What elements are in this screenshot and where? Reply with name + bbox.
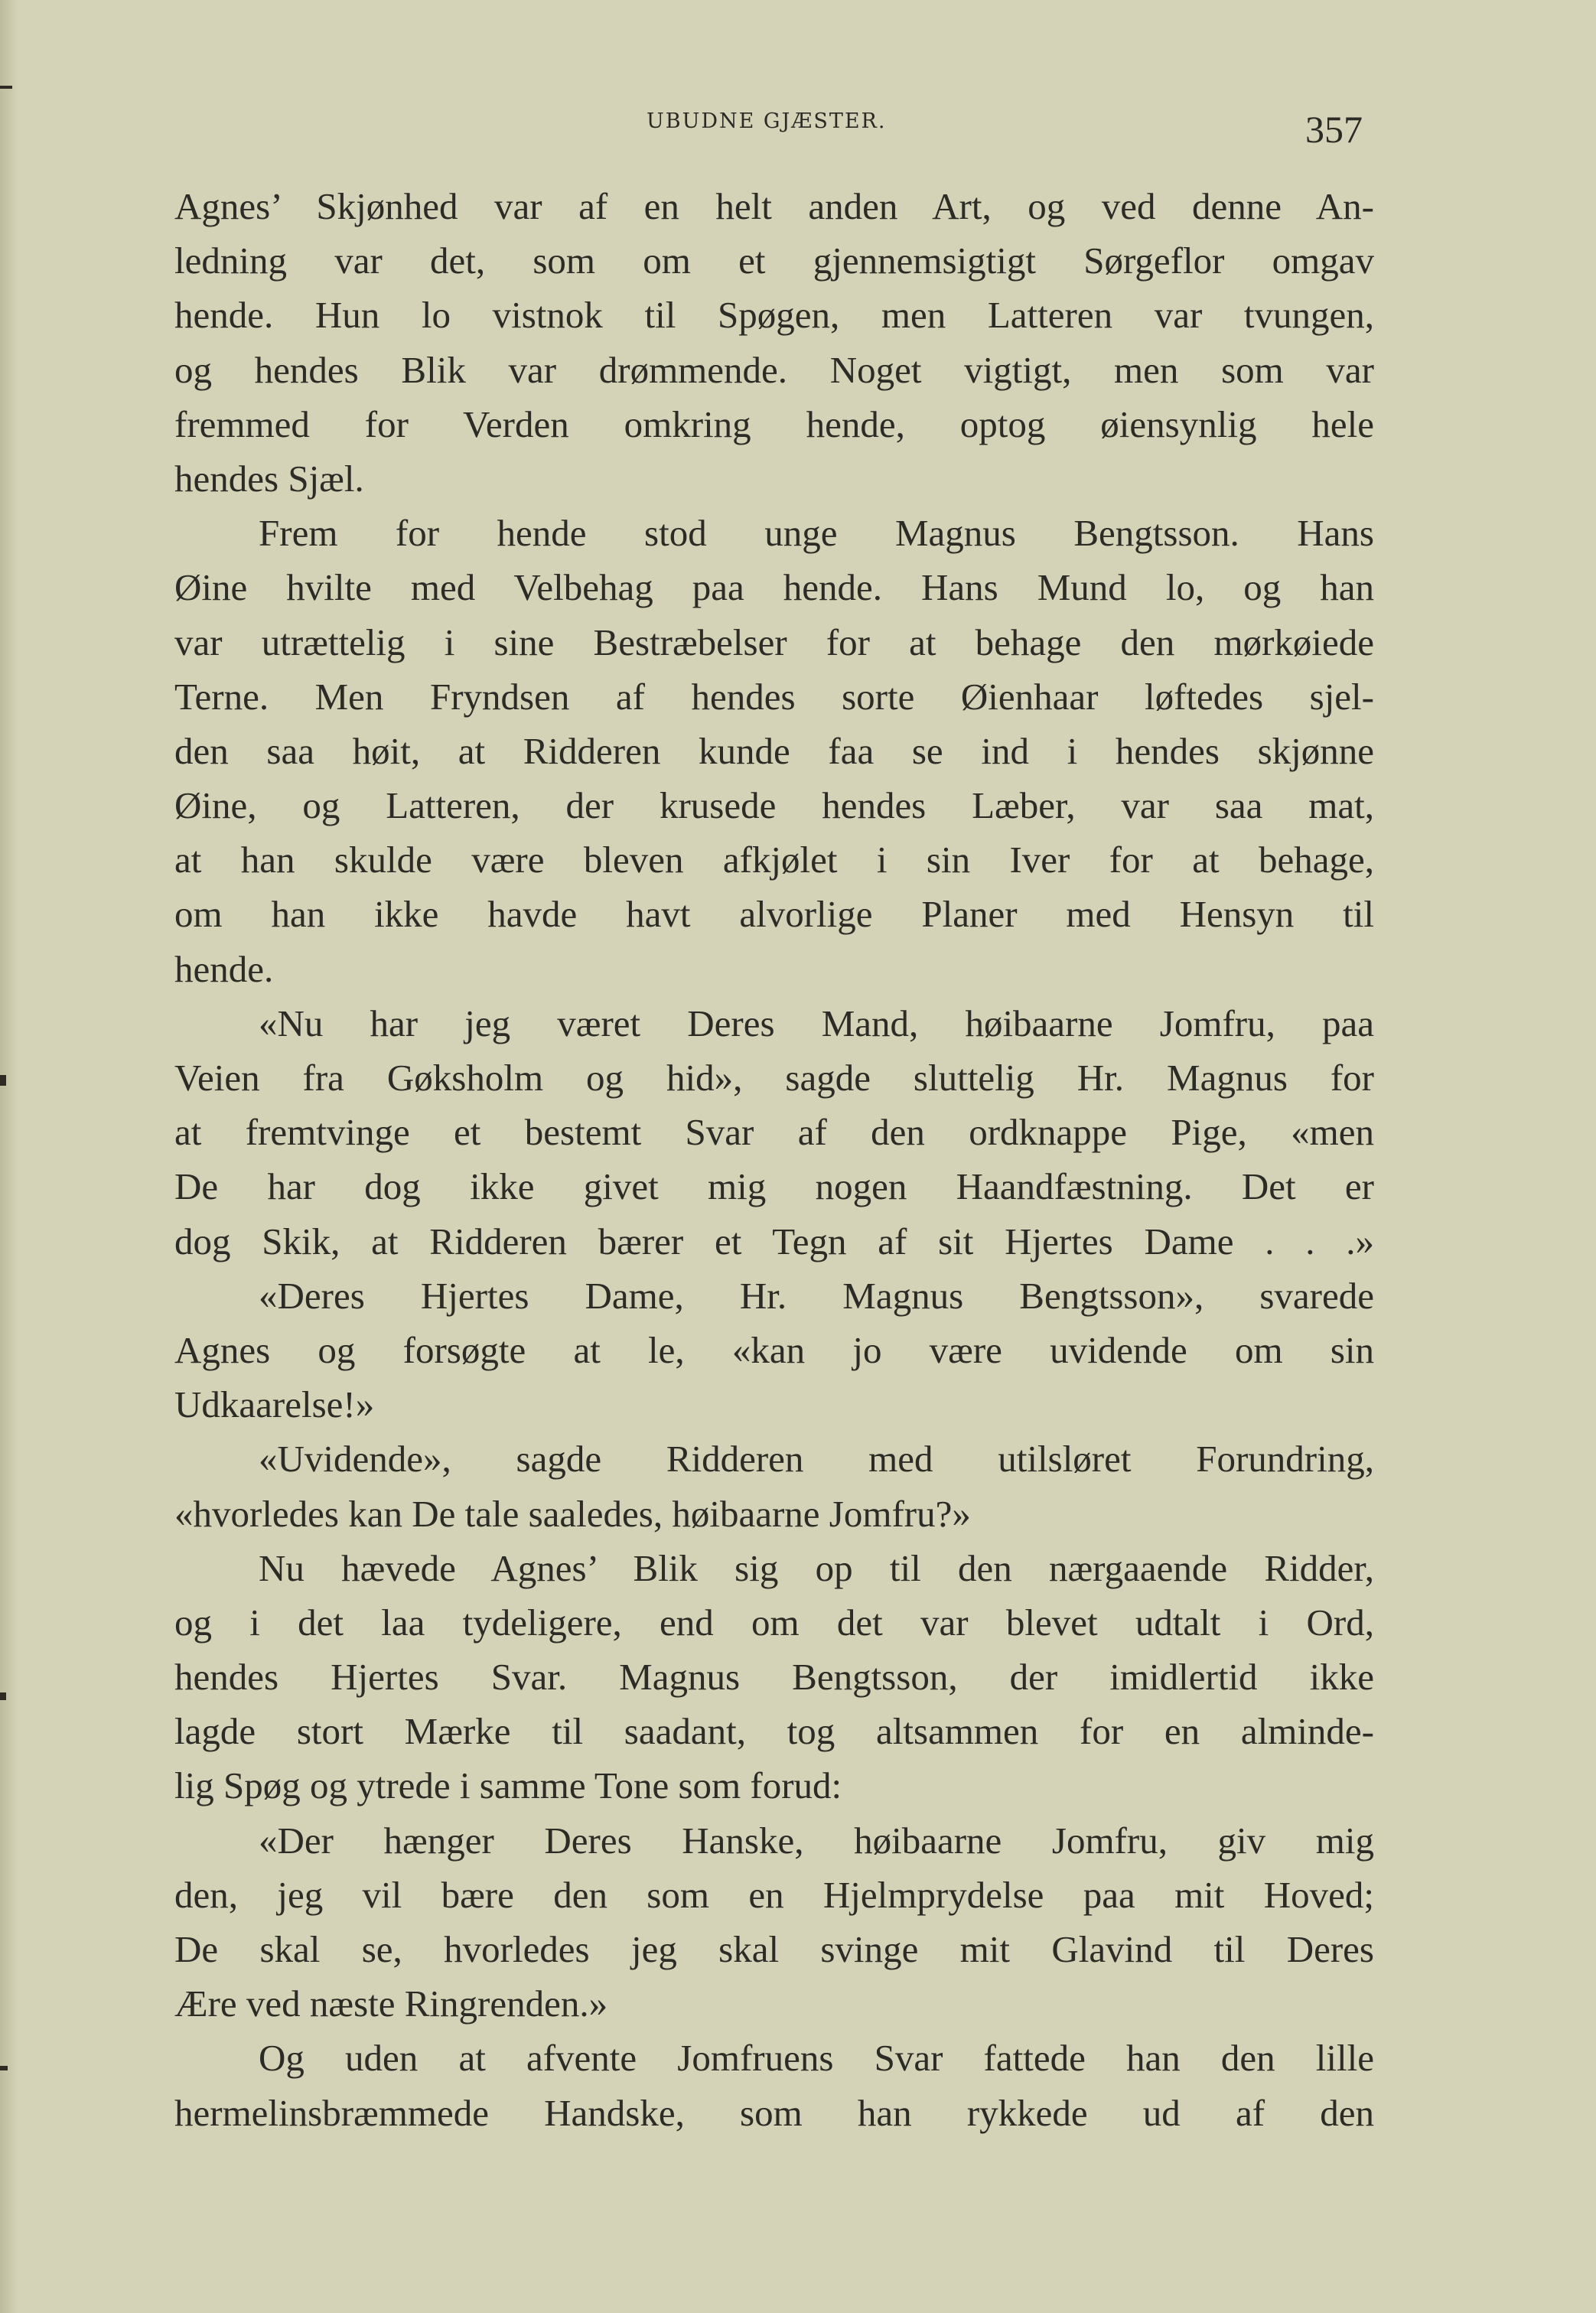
text-line: dog Skik, at Ridderen bærer et Tegn af sit Hjertes Dame . . .» (174, 1220, 1374, 1262)
text-line: Agnes og forsøgte at le, «kan jo være uvidende om sin (174, 1328, 1374, 1371)
text-line: hendes Hjertes Svar. Magnus Bengtsson, der imidlertid ikke (174, 1656, 1374, 1699)
text-line: Udkaarelse!» (174, 1383, 375, 1426)
text-line: og hendes Blik var drømmende. Noget vigtigt, men som var (174, 348, 1374, 391)
text-line: «Uvidende», sagde Ridderen med utilsløret Forundring, (259, 1438, 1374, 1481)
running-title: UBUDNE GJÆSTER. (647, 109, 887, 133)
binding-mark (0, 1075, 6, 1086)
text-line: hende. (174, 947, 274, 990)
text-line: var utrættelig i sine Bestræbelser for at behage den mørkøiede (174, 621, 1374, 663)
text-line: hermelinsbræmmede Handske, som han rykkede ud af den (174, 2091, 1374, 2134)
text-line: Veien fra Gøksholm og hid», sagde sluttelig Hr. Magnus for (174, 1057, 1374, 1099)
text-line: «hvorledes kan De tale saaledes, høibaarne Jomfru?» (174, 1492, 971, 1535)
text-line: og i det laa tydeligere, end om det var blevet udtalt i Ord, (174, 1601, 1374, 1644)
binding-mark (0, 86, 12, 89)
text-line: De skal se, hvorledes jeg skal svinge mit Glavind til Deres (174, 1928, 1374, 1970)
text-line: hende. Hun lo vistnok til Spøgen, men Latteren var tvungen, (174, 294, 1374, 337)
text-line: «Nu har jeg været Deres Mand, høibaarne Jomfru, paa (259, 1002, 1374, 1044)
binding-mark (0, 1692, 6, 1700)
text-line: at han skulde være bleven afkjølet i sin Iver for at behage, (174, 839, 1374, 881)
text-line: om han ikke havde havt alvorlige Planer med Hensyn til (174, 893, 1374, 936)
text-line: «Der hænger Deres Hanske, høibaarne Jomfru, giv mig (259, 1819, 1374, 1862)
binding-edge (0, 0, 17, 2313)
body-text (174, 179, 1374, 2140)
page-number: 357 (1305, 108, 1363, 151)
text-line: Øine hvilte med Velbehag paa hende. Hans Mund lo, og han (174, 566, 1374, 609)
binding-mark (0, 2066, 8, 2070)
text-line: Nu hævede Agnes’ Blik sig op til den nærgaaende Ridder, (259, 1546, 1374, 1589)
text-line: Agnes’ Skjønhed var af en helt anden Art, og ved denne An- (174, 185, 1374, 227)
text-line: hendes Sjæl. (174, 457, 364, 500)
text-line: at fremtvinge et bestemt Svar af den ordknappe Pige, «men (174, 1111, 1374, 1154)
text-line: fremmed for Verden omkring hende, optog øiensynlig hele (174, 402, 1374, 445)
text-line: lig Spøg og ytrede i samme Tone som forud: (174, 1764, 842, 1807)
text-line: lagde stort Mærke til saadant, tog altsammen for en alminde- (174, 1710, 1374, 1753)
text-line: Og uden at afvente Jomfruens Svar fattede han den lille (259, 2037, 1374, 2080)
text-line: Øine, og Latteren, der krusede hendes Læber, var saa mat, (174, 784, 1374, 827)
text-line: den saa høit, at Ridderen kunde faa se ind i hendes skjønne (174, 729, 1374, 772)
text-line: Frem for hende stod unge Magnus Bengtsson. Hans (259, 512, 1374, 555)
text-line: Terne. Men Fryndsen af hendes sorte Øienhaar løftedes sjel- (174, 675, 1374, 718)
text-line: ledning var det, som om et gjennemsigtigt Sørgeflor omgav (174, 239, 1374, 282)
text-line: «Deres Hjertes Dame, Hr. Magnus Bengtsson», svarede (259, 1274, 1374, 1317)
text-line: Ære ved næste Ringrenden.» (174, 1982, 608, 2025)
text-line: den, jeg vil bære den som en Hjelmprydelse paa mit Hoved; (174, 1873, 1374, 1916)
text-line: De har dog ikke givet mig nogen Haandfæstning. Det er (174, 1165, 1374, 1208)
